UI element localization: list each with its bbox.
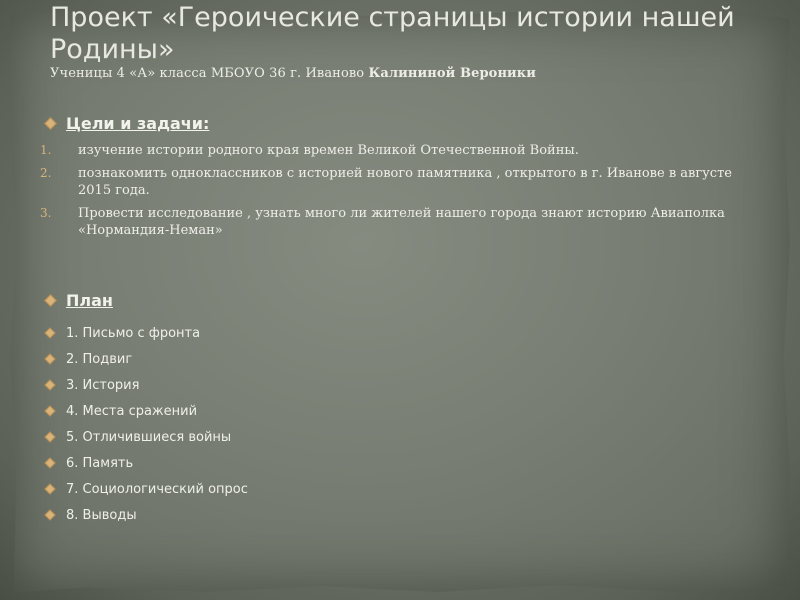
goal-text: познакомить одноклассников с историей нового памятника , открытого в г. Иванове в августе 2015 года. <box>78 166 732 198</box>
slide-title: Проект «Героические страницы истории нашей Родины» <box>50 2 735 65</box>
subtitle-name: Калининой Вероники <box>368 66 537 81</box>
slide-subtitle <box>50 66 770 81</box>
goals-list <box>40 142 760 245</box>
goal-number: 1. <box>40 143 52 157</box>
plan-item <box>44 320 744 346</box>
goal-text: изучение истории родного края времен Великой Отечественной Войны. <box>78 143 579 158</box>
goal-text: Провести исследование , узнать много ли жителей нашего города знают историю Авиаполка «Нормандия-Неман» <box>78 206 725 238</box>
plan-item-text: 3. История <box>66 377 140 393</box>
plan-item-text: 8. Выводы <box>66 507 137 523</box>
plan-item-text: 4. Места сражений <box>66 403 198 419</box>
subtitle-prefix: Ученицы 4 «А» класса МБОУО 36 г. Иваново <box>50 66 369 81</box>
diamond-bullet-icon <box>44 483 55 494</box>
plan-heading-label: План <box>66 291 113 310</box>
plan-item-text: 2. Подвиг <box>66 351 133 367</box>
diamond-bullet-icon <box>44 353 55 364</box>
goal-item <box>40 142 760 159</box>
plan-item-text: 5. Отличившиеся войны <box>66 429 232 445</box>
goal-item <box>40 165 760 199</box>
diamond-bullet-icon <box>44 509 55 520</box>
plan-item <box>44 424 744 450</box>
plan-item <box>44 502 744 528</box>
plan-list <box>44 320 744 528</box>
diamond-bullet-icon <box>44 294 57 307</box>
plan-item-text: 6. Память <box>66 455 134 471</box>
diamond-bullet-icon <box>44 379 55 390</box>
diamond-bullet-icon <box>44 431 55 442</box>
diamond-bullet-icon <box>44 457 55 468</box>
plan-item <box>44 398 744 424</box>
plan-item <box>44 372 744 398</box>
plan-item-text: 1. Письмо с фронта <box>66 325 201 341</box>
diamond-bullet-icon <box>44 405 55 416</box>
plan-item-text: 7. Социологический опрос <box>66 481 248 497</box>
plan-item <box>44 450 744 476</box>
diamond-bullet-icon <box>44 117 57 130</box>
plan-item <box>44 346 744 372</box>
plan-heading <box>44 291 113 310</box>
goals-heading-label: Цели и задачи: <box>66 114 210 133</box>
goal-number: 3. <box>40 206 52 220</box>
goals-heading <box>44 114 209 133</box>
goal-item <box>40 205 760 239</box>
diamond-bullet-icon <box>44 327 55 338</box>
plan-item <box>44 476 744 502</box>
goal-number: 2. <box>40 166 52 180</box>
